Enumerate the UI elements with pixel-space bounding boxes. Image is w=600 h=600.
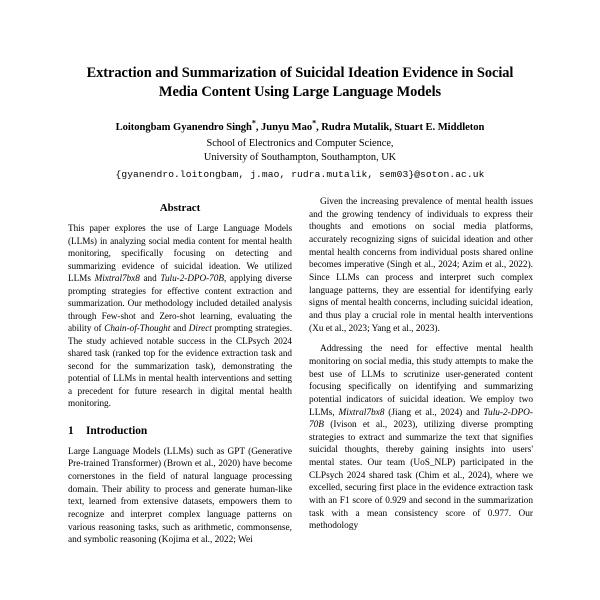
abstract-heading: Abstract [159, 202, 201, 214]
abstract-prompting-term-1: Chain-of-Thought [104, 323, 171, 334]
abstract-model-name-2: Tulu-2-DPO-70B [160, 273, 224, 284]
author-emails: {gyanendro.loitongbam, j.mao, rudra.mutalik, sem03}@soton.ac.uk [115, 168, 485, 180]
page-title: Extraction and Summarization of Suicidal Ideation Evidence in Social Media Content Using Large Language Models [86, 65, 514, 101]
section-title: Introduction [86, 424, 148, 437]
right-paragraph-1: Given the increasing prevalence of mental health issues and the growing tendency of individuals to express their thoughts and emotions on social media platforms, accurately recognizing signs of suicidal ideation and other mental health concerns from individual posts shared online becomes imperative (Singh et al., 2024; Azim et al., 2022). Since LLMs can process and interpret such complex language patterns, they are essential for identifying early signs of mental health concerns, including suicidal ideation, and thus play a crucial role in mental health interventions (Xu et al., 2023; Yang et al., 2023). [309, 197, 533, 334]
abstract-text-5: prompting strategies. The study achieved notable success in the CLPsych 2024 shared task (ranked top for the evidence extraction task and second for the summarization task), demonstrating the potential of LLMs in mental health interventions and setting a precedent for future research in digital mental health monitoring. [68, 323, 292, 409]
abstract-prompting-term-2: Direct [188, 323, 212, 334]
abstract-paragraph [68, 222, 292, 410]
column-right [309, 196, 533, 600]
right-p2-model-name-1: Mixtral7bx8 [338, 407, 385, 418]
author-list [62, 118, 538, 135]
author-footnote-marker-1: * [251, 118, 256, 128]
abstract-text-4: and [170, 323, 189, 334]
abstract-text-1: This paper explores the use of Large Language Models (LLMs) in analyzing social media content for mental health monitoring, specifically focusing on detecting and summarizing evidence of suicidal ideation. We utilized LLMs [68, 223, 292, 284]
author-footnote-marker-2: * [312, 118, 317, 128]
author-names-rest: Rudra Mutalik, Stuart E. Middleton [321, 122, 485, 134]
right-paragraph-2 [309, 343, 533, 533]
right-p2-text-1: Addressing the need for effective mental health monitoring on social media, this study attempts to make the best use of LLMs to scrutinize user-generated content focusing specifically on identifying and summarizing potential indicators of suicidal ideation. We employ two LLMs, [309, 344, 533, 418]
affiliation [62, 137, 538, 165]
column-left [68, 196, 292, 600]
section-number: 1 [68, 424, 74, 437]
right-p2-text-3: (Ivison et al., 2023), utilizing diverse prompting strategies to extract and summarize the text that signifies suicidal thoughts, thereby gaining insights into users' mental states. Our team (UoS_NLP) participated in the CLPsych 2024 shared task (Chim et al., 2024), where we excelled, securing first place in the evidence extraction task with an F1 score of 0.929 and second in the summarization task with a mean consistency score of 0.977. Our methodology [309, 420, 533, 532]
author-separator-1: , [255, 122, 262, 134]
body-columns [0, 196, 600, 600]
abstract-text-3: , applying diverse prompting strategies for effective content extraction and summarization. Our methodology included detailed analysis through Few-shot and Zero-shot learning, evaluating the ability of [68, 273, 292, 334]
author-name-2: Junyu Mao [261, 122, 313, 134]
author-separator-2: , [316, 122, 322, 134]
title-block [0, 0, 600, 180]
affiliation-line-1: School of Electronics and Computer Science, [206, 137, 394, 149]
affiliation-line-2: University of Southampton, Southampton, UK [203, 151, 397, 163]
abstract-text-2: and [139, 273, 161, 284]
right-p2-text-2: (Jiang et al., 2024) and [384, 407, 484, 418]
section-heading-introduction [68, 425, 292, 437]
author-name-1: Loitongbam Gyanendro Singh [115, 122, 252, 134]
introduction-paragraph-1: Large Language Models (LLMs) such as GPT (Generative Pre-trained Transformer) (Brown et al., 2020) have become cornerstones in the field of natural language processing domain. Their ability to process and generate human-like text, learned from extensive datasets, empowers them to recognize and interpret complex language patterns on various reasoning tasks, such as arithmetic, commonsense, and symbolic reasoning (Kojima et al., 2022; Wei [68, 446, 292, 546]
right-p2-model-name-2: Tulu-2-DPO-70B [309, 407, 533, 431]
abstract-model-name-1: Mixtral7bx8 [94, 273, 140, 284]
